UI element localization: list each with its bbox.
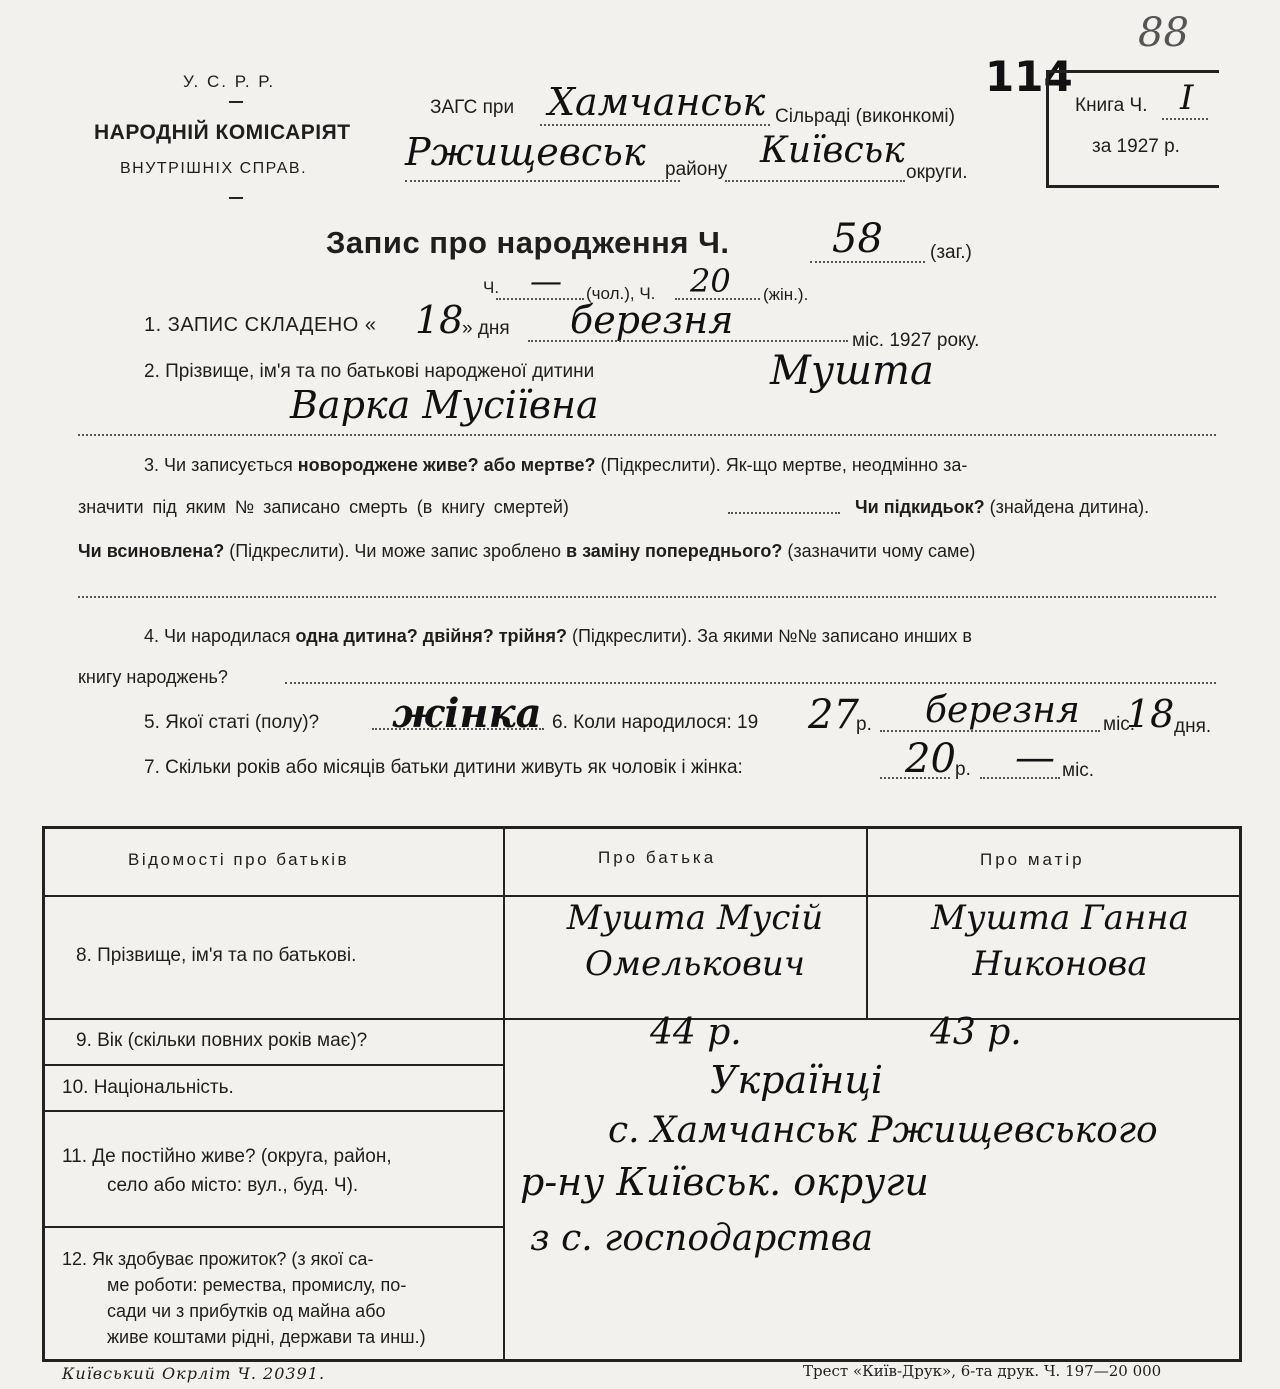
item3-b: новороджене живе? або мертве? <box>297 455 596 475</box>
row-divider-10 <box>45 1110 505 1112</box>
item6-r: р. <box>856 714 872 735</box>
table-header-mother: Про матір <box>980 850 1085 869</box>
item6-label: 6. Коли народилося: 19 <box>552 712 759 733</box>
row8-label: 8. Прізвище, ім'я та по батькові. <box>76 945 357 966</box>
item7-label: 7. Скільки років або місяців батьки дитини живуть як чоловік і жінка: <box>144 757 743 778</box>
okrug-value: Київськ <box>760 130 905 171</box>
zags-prefix: ЗАГС при <box>430 97 515 118</box>
district-suffix: району <box>665 159 728 180</box>
zags-place: Хамчанськ <box>548 80 766 124</box>
sub-prefix: Ч. <box>483 278 500 297</box>
row11-label-1: 11. Де постійно живе? (округа, район, <box>62 1146 392 1167</box>
row8-father: Мушта Мусій Омелькович <box>566 898 824 984</box>
row10-label: 10. Національність. <box>62 1077 234 1098</box>
item1-month: березня <box>570 298 734 342</box>
zags-suffix: Сільраді (виконкомі) <box>775 106 955 127</box>
item2-name: Варка Мусіївна <box>290 383 599 427</box>
item6-day: 18 <box>1126 692 1175 736</box>
item6-month-line <box>880 730 1100 732</box>
sub-female-count: 20 <box>690 262 731 300</box>
row12-label-2: ме роботи: ремества, промислу, по- <box>107 1275 407 1295</box>
table-header-info: Відомості про батьків <box>128 850 350 869</box>
row12-value: з с. господарства <box>530 1218 874 1259</box>
commissariat-title: НАРОДНІЙ КОМІСАРІЯТ <box>94 121 351 144</box>
row-divider-8 <box>45 1018 1239 1020</box>
zags-place-line <box>540 124 770 126</box>
item3-death-line <box>728 512 840 514</box>
item4-d: книгу народжень? <box>78 667 228 687</box>
sub-female-label: (жін.). <box>763 285 809 304</box>
item3-i: в заміну попереднього? <box>566 541 783 561</box>
book-number-line <box>1162 118 1208 120</box>
item6-dnia: дня. <box>1174 716 1212 737</box>
record-title: Запис про народження Ч. <box>326 225 730 260</box>
item5-label: 5. Якої статі (полу)? <box>144 712 320 733</box>
item2-surname: Мушта <box>770 348 934 394</box>
item3-g: Чи всиновлена? <box>78 541 225 561</box>
item7-months-line <box>980 777 1060 779</box>
item3-e: Чи підкидьок? <box>855 497 985 517</box>
footer-left: Київський Окрліт Ч. 20391. <box>62 1364 326 1383</box>
item3-line2b <box>855 497 1149 518</box>
item1-month-line <box>528 340 848 342</box>
item3-j: (зазначити чому саме) <box>787 541 976 561</box>
item7-mis: міс. <box>1062 760 1095 781</box>
item4-b: одна дитина? двійня? трійня? <box>295 626 567 646</box>
district-line <box>405 180 680 182</box>
item3-h: (Підкреслити). Чи може запис зроблено <box>229 541 561 561</box>
margin-number: 114 <box>985 52 1073 101</box>
item7-months: — <box>1015 735 1055 781</box>
record-number: 58 <box>832 216 883 262</box>
item6-year: 27 <box>808 692 859 738</box>
book-year: за 1927 р. <box>1092 136 1180 157</box>
item3-f: (знайдена дитина). <box>989 497 1150 517</box>
item2-line <box>78 434 1216 436</box>
row9-label: 9. Вік (скільки повних років має)? <box>76 1030 368 1051</box>
item3-c: (Підкреслити). Як-що мертве, неодмінно за- <box>600 455 968 475</box>
item7-years: 20 <box>905 736 956 782</box>
row-divider-9 <box>45 1064 505 1066</box>
book-label: Книга Ч. <box>1075 95 1148 116</box>
item3-line3 <box>78 541 975 562</box>
footer-right: Трест «Київ-Друк», 6-та друк. Ч. 197—20 000 <box>803 1362 1162 1380</box>
row9-mother: 43 р. <box>930 1012 1022 1053</box>
row12-label-4: живе коштами рідні, держави та инш.) <box>107 1327 426 1347</box>
item1-day: 18 <box>415 298 464 342</box>
item5-value: жінка <box>392 690 542 737</box>
book-number: I <box>1180 78 1194 118</box>
item7-r: р. <box>955 759 971 780</box>
item6-mis: міс. <box>1103 714 1136 735</box>
header-dash-2 <box>229 197 243 199</box>
table-header-father: Про батька <box>598 848 717 867</box>
district-value: Ржищевськ <box>405 130 646 174</box>
item5-line <box>372 728 544 730</box>
item2-label: 2. Прізвище, ім'я та по батькові народженої дитини <box>144 361 595 382</box>
item4-line <box>285 682 1216 684</box>
row8-mother: Мушта Ганна Никонова <box>931 898 1189 984</box>
sub-male-label: (чол.), Ч. <box>586 284 656 303</box>
item4-c: (Підкреслити). За якими №№ записано инших в <box>572 626 972 646</box>
row11-label-2: село або місто: вул., буд. Ч). <box>107 1175 359 1196</box>
header-dash <box>229 101 243 103</box>
item3-line1 <box>144 455 967 476</box>
row9-father: 44 р. <box>650 1012 742 1053</box>
page-number: 88 <box>1138 10 1189 56</box>
row11-value-1: с. Хамчанськ Ржищевського <box>608 1110 1158 1151</box>
record-suffix: (заг.) <box>930 242 972 263</box>
okrug-suffix: округи. <box>906 162 968 183</box>
col-divider-2 <box>866 829 868 1019</box>
item1-end: міс. 1927 року. <box>852 330 980 351</box>
item4-a: 4. Чи народилася <box>144 626 291 646</box>
item1-label: 1. ЗАПИС СКЛАДЕНО « <box>144 314 377 336</box>
col-divider-1 <box>503 829 505 1359</box>
okrug-line <box>725 180 905 182</box>
ussr-label: У. С. Р. Р. <box>183 72 276 91</box>
item3-a: 3. Чи записується <box>144 455 293 475</box>
row10-value: Українці <box>710 1058 883 1102</box>
department-title: ВНУТРІШНІХ СПРАВ. <box>120 160 308 177</box>
row12-label-1: 12. Як здобуває прожиток? (з якої са- <box>62 1249 374 1269</box>
row-divider-11 <box>45 1226 505 1228</box>
sub-male-count: — <box>530 262 562 300</box>
row12-label-3: сади чи з прибутків од майна або <box>107 1301 386 1321</box>
item4-line1 <box>144 626 972 647</box>
row11-value-2: р-ну Київськ. округи <box>520 1160 929 1204</box>
item1-mid: » дня <box>462 318 510 339</box>
record-number-line <box>810 261 925 263</box>
item3-reason-line <box>78 596 1216 598</box>
item7-years-line <box>880 777 950 779</box>
item3-d: значити під яким № записано смерть (в книгу смертей) <box>78 497 569 517</box>
item6-month: березня <box>925 690 1080 731</box>
